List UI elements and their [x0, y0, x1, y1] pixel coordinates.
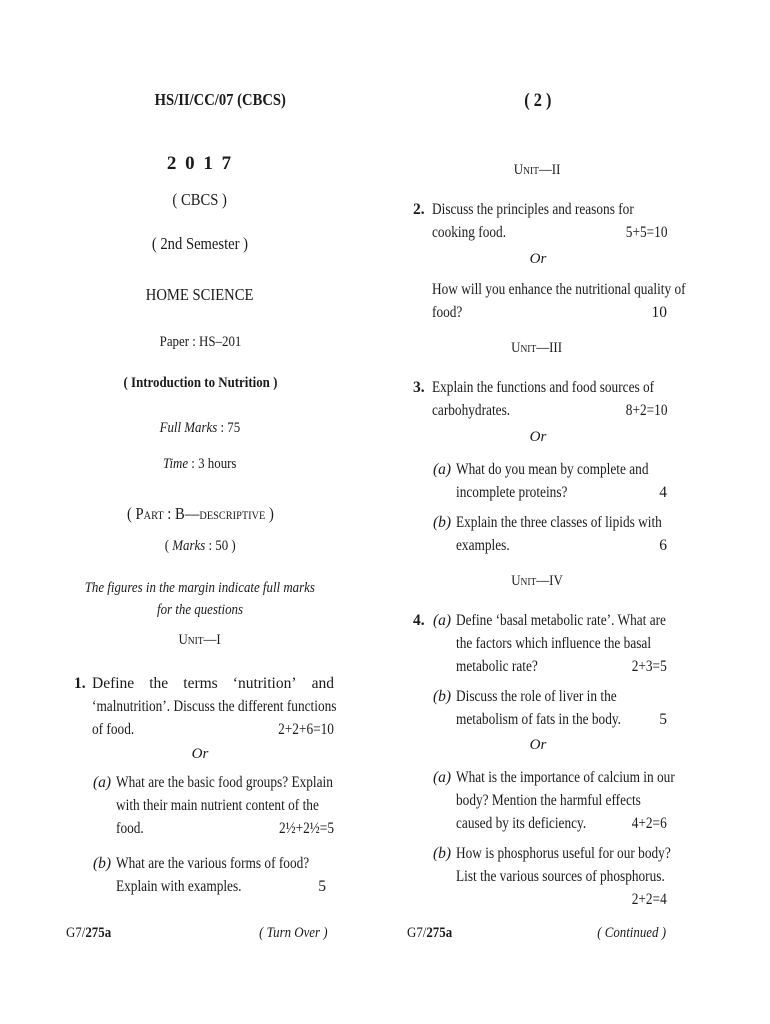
instructions: The figures in the margin indicate full marks for the questions [84, 580, 316, 618]
continued-note: ( Continued ) [597, 925, 666, 941]
question-3-marks: 8+2=10 [625, 402, 667, 419]
question-2-alternative-marks: 10 [651, 304, 667, 321]
question-1b-marks: 5 [318, 878, 326, 895]
question-2: Discuss the principles and reasons for cooking food. 5+5=10 [432, 198, 667, 244]
or-separator-4: Or [529, 737, 547, 753]
paper-number: Paper : HS–201 [159, 334, 241, 350]
question-3a-label: (a) [433, 461, 452, 478]
question-4a-marks: 2+3=5 [631, 658, 667, 675]
part-heading: ( Part : B—descriptive ) [126, 504, 274, 523]
question-1-line-1: Define the terms ‘nutrition’ and [92, 675, 334, 692]
question-3b-label: (b) [433, 514, 452, 531]
footer-code-right: G7/275a [407, 925, 453, 941]
part-marks: ( Marks : 50 ) [164, 538, 236, 554]
question-1a: What are the basic food groups? Explain with their main nutrient content of the food. 2½+2½=5 [116, 771, 334, 840]
paper-title: ( Introduction to Nutrition ) [123, 375, 277, 391]
question-number-1: 1. [74, 675, 86, 692]
full-marks: Full Marks : 75 [159, 420, 241, 436]
scheme-label: ( CBCS ) [172, 190, 228, 209]
footer-code-left: G7/275a [66, 925, 112, 941]
subject-title: HOME SCIENCE [146, 285, 254, 304]
or-separator-2: Or [529, 251, 547, 267]
question-1b: What are the various forms of food? Explain with examples. 5 [116, 852, 326, 898]
question-4-alt-b-label: (b) [433, 845, 452, 862]
question-4-alt-a: What is the importance of calcium in our body? Mention the harmful effects caused by its deficiency. 4+2=6 [456, 766, 667, 835]
unit-heading-1: Unit—I [178, 632, 222, 648]
question-1: Define the terms ‘nutrition’ and ‘malnutrition’. Discuss the different functions of food. 2+2+6=10 [92, 672, 334, 741]
semester-label: ( 2nd Semester ) [151, 234, 249, 253]
question-2-alternative: How will you enhance the nutritional quality of food? 10 [432, 278, 667, 324]
page-number: ( 2 ) [524, 90, 552, 111]
question-number-3: 3. [413, 379, 425, 396]
question-4-alt-a-marks: 4+2=6 [631, 815, 667, 832]
question-1-marks: 2+2+6=10 [278, 721, 334, 738]
question-4a-label: (a) [433, 612, 452, 629]
question-1a-marks: 2½+2½=5 [278, 820, 334, 837]
question-4-alt-a-label: (a) [433, 769, 452, 786]
exam-year: 2 0 1 7 [166, 153, 234, 174]
question-1a-label: (a) [93, 774, 112, 791]
or-separator-3: Or [529, 429, 547, 445]
paper-code-header: HS/II/CC/07 (CBCS) [154, 90, 286, 109]
question-3b-marks: 6 [659, 537, 667, 554]
question-3b: Explain the three classes of lipids with examples. 6 [456, 511, 667, 557]
unit-heading-3: Unit—III [511, 340, 563, 356]
unit-heading-4: Unit—IV [511, 573, 563, 589]
question-3a-marks: 4 [659, 484, 667, 501]
question-2-marks: 5+5=10 [625, 224, 667, 241]
unit-heading-2: Unit—II [513, 162, 561, 178]
question-4-alt-b-marks: 2+2=4 [631, 891, 667, 908]
turn-over-note: ( Turn Over ) [259, 925, 328, 941]
question-number-4: 4. [413, 612, 425, 629]
question-4b-label: (b) [433, 688, 452, 705]
question-3: Explain the functions and food sources of carbohydrates. 8+2=10 [432, 376, 667, 422]
or-separator-1: Or [191, 746, 209, 762]
question-4-alt-b: How is phosphorus useful for our body? List the various sources of phosphorus. 2+2=4 [456, 842, 667, 911]
question-1b-label: (b) [93, 855, 112, 872]
question-4b-marks: 5 [659, 711, 667, 728]
question-number-2: 2. [413, 201, 425, 218]
question-3a: What do you mean by complete and incomplete proteins? 4 [456, 458, 667, 504]
question-4b: Discuss the role of liver in the metabolism of fats in the body. 5 [456, 685, 667, 731]
time-allowed: Time : 3 hours [163, 456, 237, 472]
question-4a: Define ‘basal metabolic rate’. What are the factors which influence the basal metabolic rate? 2+3=5 [456, 609, 667, 678]
